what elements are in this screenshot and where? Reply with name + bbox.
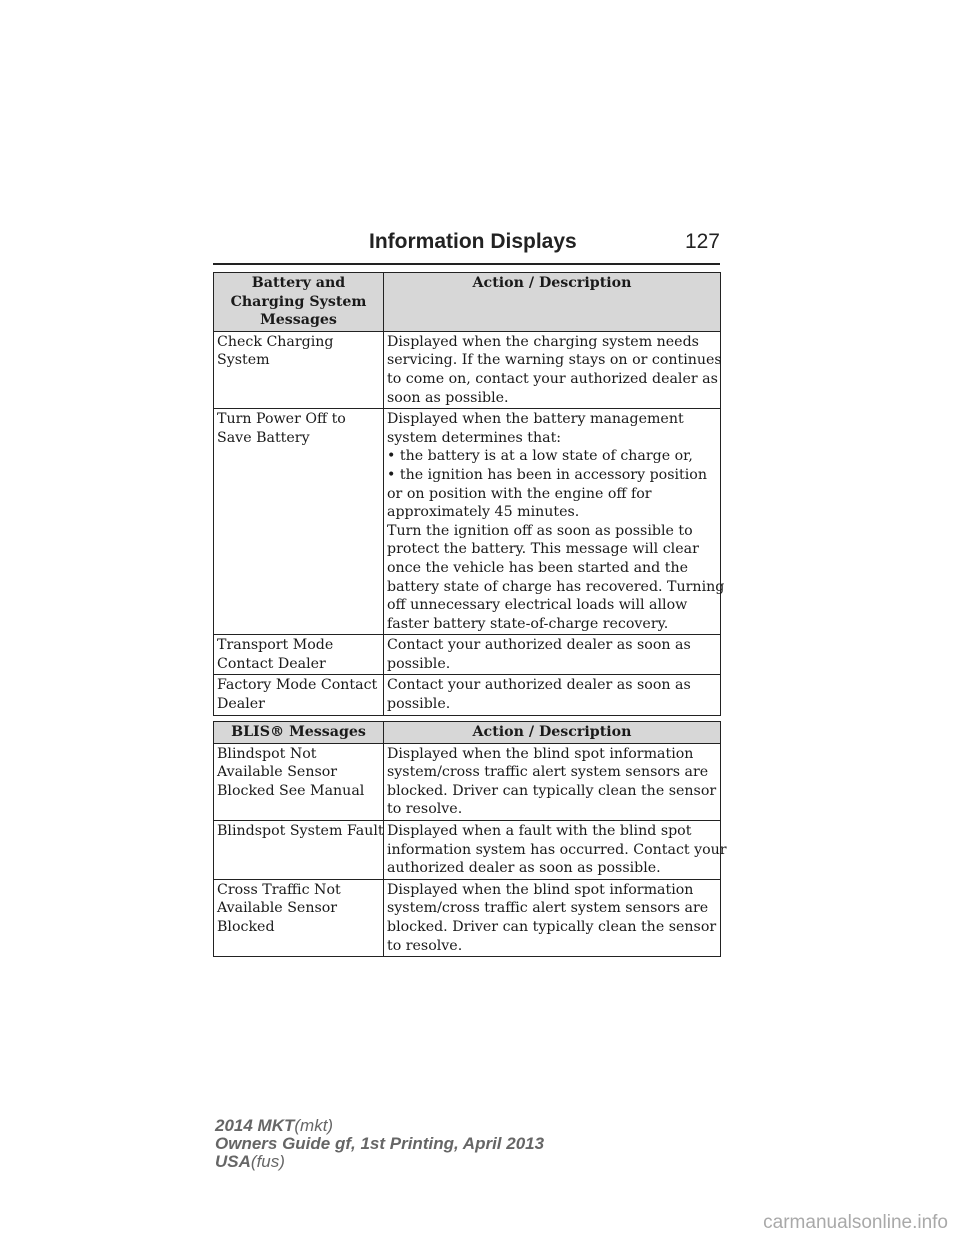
text-line: servicing. If the warning stays on or continues (387, 352, 722, 369)
text-line: blocked. Driver can typically clean the sensor (387, 782, 717, 799)
text-line: Dealer (217, 696, 265, 713)
description-cell (384, 635, 721, 675)
text-line: Blindspot System Fault (217, 822, 384, 839)
text-line: approximately 45 minutes. (387, 504, 580, 521)
page-header (213, 226, 720, 266)
market: USA (215, 1152, 251, 1171)
text-line: possible. (387, 696, 451, 713)
description-cell (384, 820, 727, 879)
text-line: protect the battery. This message will clear (387, 541, 699, 558)
description-cell (384, 675, 721, 715)
text-line: information system has occurred. Contact your (387, 841, 727, 858)
column-header-action: Action / Description (384, 722, 721, 744)
message-cell (214, 331, 384, 408)
table-header-row (214, 273, 721, 332)
text-line: to resolve. (387, 801, 463, 818)
text-line: system/cross traffic alert system sensors are (387, 900, 709, 917)
table-header-row (214, 722, 721, 744)
text-line: or on position with the engine off for (387, 485, 652, 502)
text-line: authorized dealer as soon as possible. (387, 860, 661, 877)
print-info-line-3 (215, 1153, 544, 1171)
text-line: Contact your authorized dealer as soon as (387, 637, 691, 654)
message-cell (214, 675, 384, 715)
text-line: Displayed when a fault with the blind spot (387, 822, 692, 839)
page-number: 127 (684, 230, 720, 253)
text-line: Save Battery (217, 429, 310, 446)
text-line: Check Charging (217, 333, 334, 350)
market-code: (fus) (250, 1152, 285, 1171)
section-title: Information Displays (369, 230, 577, 253)
text-line: Turn the ignition off as soon as possible to (387, 522, 693, 539)
text-line: faster battery state-of-charge recovery. (387, 615, 669, 632)
print-info (215, 1117, 544, 1171)
text-line: once the vehicle has been started and the (387, 559, 688, 576)
text-line: Contact Dealer (217, 655, 326, 672)
text-line: Contact your authorized dealer as soon as (387, 677, 691, 694)
text-line: Factory Mode Contact (217, 677, 378, 694)
text-line: system/cross traffic alert system sensors are (387, 764, 709, 781)
message-cell (214, 409, 384, 635)
watermark: carmanualsonline.info (763, 1212, 948, 1233)
battery-messages-table (213, 272, 725, 716)
model-year: 2014 MKT (215, 1116, 295, 1135)
column-header-message (214, 722, 384, 744)
text-line: to resolve. (387, 937, 463, 954)
text-line: • the battery is at a low state of charge or, (387, 448, 693, 465)
print-info-line-2: Owners Guide gf, 1st Printing, April 2013 (215, 1134, 545, 1153)
text-line: Displayed when the battery management (387, 411, 684, 428)
text-line: • the ignition has been in accessory position (387, 466, 707, 483)
text-line: Battery and (251, 275, 346, 291)
text-line: to come on, contact your authorized dealer as (387, 370, 718, 387)
table-row (214, 675, 721, 715)
table-row (214, 820, 721, 879)
column-header-message (214, 273, 384, 332)
text-line: off unnecessary electrical loads will allow (387, 597, 688, 614)
blis-messages-table (213, 721, 727, 957)
text-line: system determines that: (387, 429, 562, 446)
table-row (214, 635, 721, 675)
text-line: Available Sensor (217, 764, 338, 781)
description-cell (384, 743, 721, 820)
text-line: System (217, 352, 270, 369)
text-line: Displayed when the blind spot information (387, 745, 694, 762)
text-line: Displayed when the charging system needs (387, 333, 699, 350)
model-code: (mkt) (294, 1116, 334, 1135)
text-line: soon as possible. (387, 389, 509, 406)
text-line: Displayed when the blind spot information (387, 881, 694, 898)
text-line: Charging System (230, 293, 367, 310)
description-cell (384, 331, 721, 408)
message-cell (214, 743, 384, 820)
print-info-line-1 (215, 1117, 544, 1135)
text-line: Cross Traffic Not (217, 881, 341, 898)
text-line: Blocked See Manual (217, 782, 365, 799)
text-line: battery state of charge has recovered. Turning (387, 578, 725, 595)
text-line: BLIS® Messages (231, 724, 366, 740)
description-cell (384, 409, 725, 635)
table-row (214, 879, 721, 956)
text-line: Messages (260, 312, 337, 329)
text-line: possible. (387, 655, 451, 672)
column-header-action: Action / Description (384, 273, 721, 332)
description-cell (384, 879, 721, 956)
message-cell (214, 820, 384, 879)
text-line: blocked. Driver can typically clean the sensor (387, 918, 717, 935)
text-line: Blindspot Not (217, 745, 317, 762)
text-line: Blocked (217, 918, 275, 935)
text-line: Turn Power Off to (217, 411, 346, 428)
table-row (214, 743, 721, 820)
header-rule (213, 263, 720, 265)
text-line: Transport Mode (217, 637, 334, 654)
message-cell (214, 879, 384, 956)
table-row (214, 331, 721, 408)
text-line: Available Sensor (217, 900, 338, 917)
message-cell (214, 635, 384, 675)
table-row (214, 409, 721, 635)
